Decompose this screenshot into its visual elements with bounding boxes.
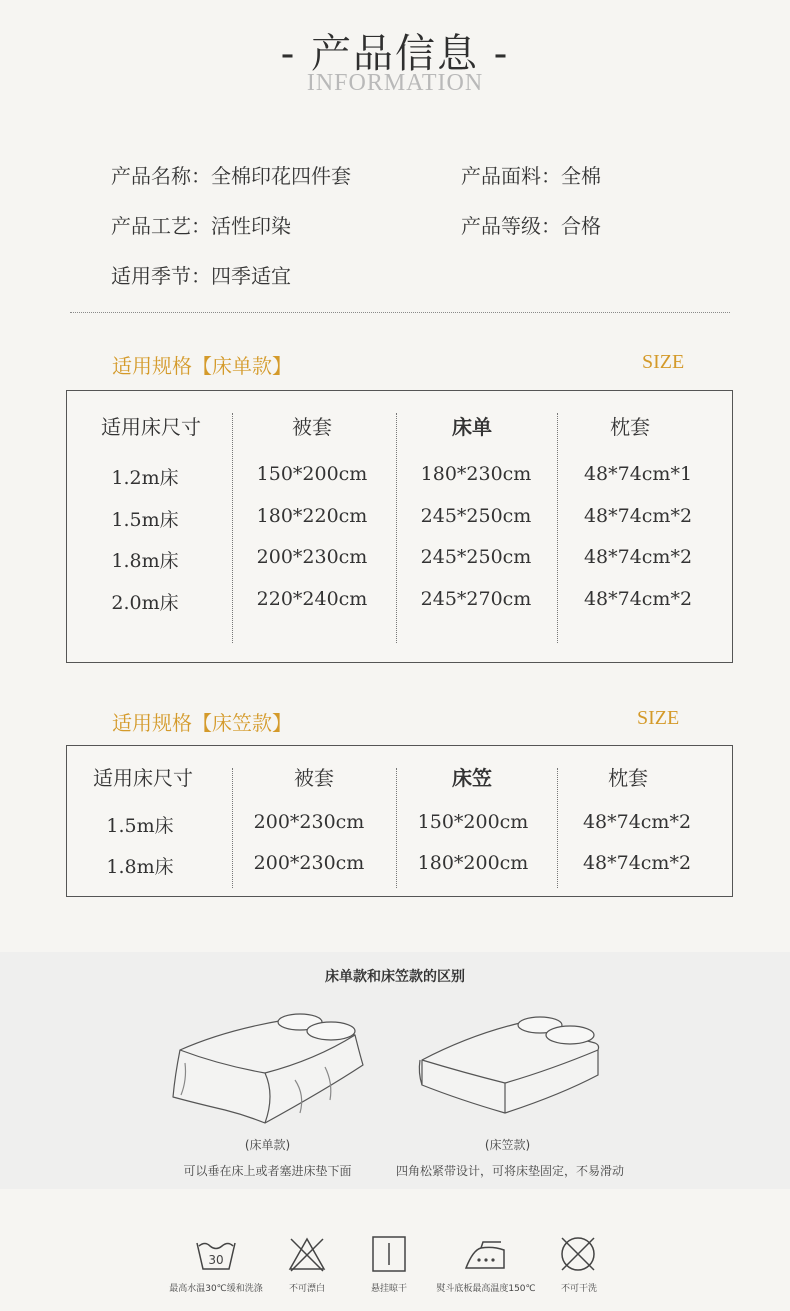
table-cell: 48*74cm*2 xyxy=(583,546,693,568)
info-grade: 产品等级：合格 xyxy=(461,214,601,238)
column-divider xyxy=(232,413,233,643)
table-cell: 1.8m床 xyxy=(106,856,174,878)
no-bleach-icon xyxy=(287,1235,327,1275)
fitted-section-title: 适用规格【床笠款】 xyxy=(112,711,292,735)
hang-dry-label: 悬挂晾干 xyxy=(370,1284,407,1294)
info-fabric: 产品面料：全棉 xyxy=(461,164,601,188)
table-cell: 245*250cm xyxy=(420,505,532,527)
info-season: 适用季节：四季适宜 xyxy=(111,264,291,288)
table-cell: 150*200cm xyxy=(256,463,368,485)
table-cell: 180*220cm xyxy=(256,505,368,527)
table-cell: 1.5m床 xyxy=(111,509,179,531)
table-cell: 2.0m床 xyxy=(111,592,179,614)
header-fitted-sheet: 床笠 xyxy=(452,766,492,790)
header-duvet: 被套 xyxy=(294,766,334,790)
header-sheet: 床单 xyxy=(452,415,492,439)
svg-text:30: 30 xyxy=(208,1253,224,1267)
wash-care-label: 最高水温30℃缓和洗涤 xyxy=(169,1284,263,1294)
header-bed-size: 适用床尺寸 xyxy=(101,415,201,439)
sheet-section-title: 适用规格【床单款】 xyxy=(112,354,292,378)
fitted-size-label: SIZE xyxy=(637,707,680,729)
table-cell: 48*74cm*2 xyxy=(582,811,692,833)
table-cell: 180*230cm xyxy=(420,463,532,485)
table-cell: 180*200cm xyxy=(417,852,529,874)
table-cell: 245*250cm xyxy=(420,546,532,568)
column-divider xyxy=(557,768,558,888)
flat-sheet-label: (床单款) xyxy=(244,1138,291,1152)
flat-sheet-bed-illustration xyxy=(165,1005,370,1130)
table-cell: 200*230cm xyxy=(256,546,368,568)
column-divider xyxy=(396,413,397,643)
table-cell: 48*74cm*2 xyxy=(583,505,693,527)
table-cell: 245*270cm xyxy=(420,588,532,610)
page-subtitle: INFORMATION xyxy=(306,70,484,96)
page-title: - 产品信息 - xyxy=(280,31,510,77)
table-cell: 150*200cm xyxy=(417,811,529,833)
no-dry-clean-label: 不可干洗 xyxy=(560,1284,597,1294)
difference-title: 床单款和床笠款的区别 xyxy=(325,969,465,985)
hang-dry-icon xyxy=(371,1235,407,1273)
iron-150-icon xyxy=(463,1240,507,1272)
no-bleach-label: 不可漂白 xyxy=(288,1284,325,1294)
wash-30-icon xyxy=(195,1235,237,1275)
table-cell: 1.5m床 xyxy=(106,815,174,837)
flat-sheet-desc: 可以垂在床上或者塞进床垫下面 xyxy=(183,1164,352,1178)
header-duvet: 被套 xyxy=(292,415,332,439)
column-divider xyxy=(557,413,558,643)
difference-panel xyxy=(0,952,790,1189)
iron-label: 熨斗底板最高温度150℃ xyxy=(436,1284,536,1294)
table-cell: 200*230cm xyxy=(253,811,365,833)
table-cell: 1.2m床 xyxy=(111,467,179,489)
header-pillowcase: 枕套 xyxy=(610,415,650,439)
table-cell: 48*74cm*1 xyxy=(583,463,693,485)
no-dry-clean-icon xyxy=(558,1234,598,1274)
fitted-sheet-desc: 四角松紧带设计，可将床垫固定，不易滑动 xyxy=(395,1164,624,1178)
column-divider xyxy=(232,768,233,888)
divider xyxy=(70,312,730,313)
table-cell: 48*74cm*2 xyxy=(583,588,693,610)
fitted-sheet-bed-illustration xyxy=(410,1005,605,1120)
fitted-sheet-label: (床笠款) xyxy=(484,1138,531,1152)
table-cell: 1.8m床 xyxy=(111,550,179,572)
table-cell: 200*230cm xyxy=(253,852,365,874)
info-craft: 产品工艺：活性印染 xyxy=(111,214,291,238)
info-name: 产品名称：全棉印花四件套 xyxy=(111,164,351,188)
table-cell: 48*74cm*2 xyxy=(582,852,692,874)
table-cell: 220*240cm xyxy=(256,588,368,610)
header-pillowcase: 枕套 xyxy=(608,766,648,790)
header-bed-size: 适用床尺寸 xyxy=(93,766,193,790)
sheet-size-label: SIZE xyxy=(642,351,685,373)
column-divider xyxy=(396,768,397,888)
